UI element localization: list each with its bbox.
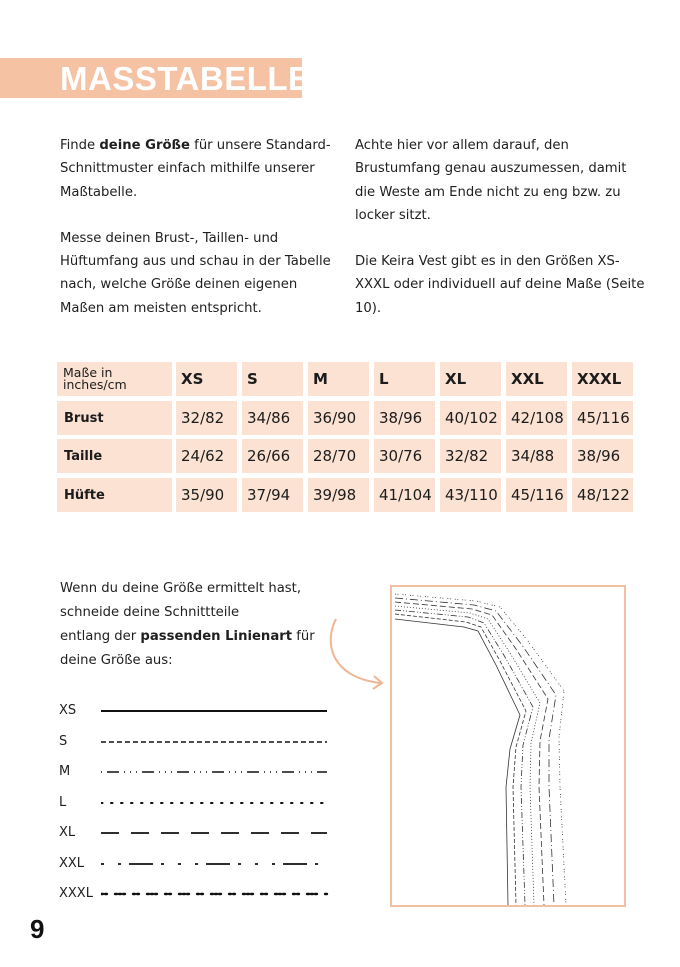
size-header-s: S [242,362,303,396]
legend-line-xl [101,828,331,838]
intro-left-column [60,134,335,343]
intro-paragraph-4: Die Keira Vest gibt es in den Größen XS-XXXL oder individuell auf deine Maße (Seite 10). [355,254,645,316]
table-cell: 34/88 [506,439,567,473]
table-cell: 38/96 [374,401,435,435]
legend-line-s [101,737,331,747]
pattern-outline-illustration [392,587,624,905]
table-cell: 34/86 [242,401,303,435]
legend-line-xxl [101,859,331,869]
legend-label-xxl: XXL [59,855,85,871]
intro-paragraph-1: Finde deine Größe für unsere Standard-Schnittmuster einfach mithilfe unserer Maßtabelle. [60,138,331,200]
table-cell: 39/98 [308,478,369,512]
row-label-huefte: Hüfte [57,478,172,512]
size-header-m: M [308,362,369,396]
table-cell: 28/70 [308,439,369,473]
legend-label-m: M [59,764,71,779]
legend-line-xs [101,706,331,716]
size-header-l: L [374,362,435,396]
size-header-xl: XL [440,362,501,396]
page-title: MASSTABELLE [60,60,311,97]
table-cell: 24/62 [176,439,237,473]
table-cell: 35/90 [176,478,237,512]
table-cell: 36/90 [308,401,369,435]
legend-label-xl: XL [59,825,76,840]
row-label-taille: Taille [57,439,172,473]
legend-line-l [101,798,331,808]
table-cell: 40/102 [440,401,501,435]
table-cell: 45/116 [506,478,567,512]
table-cell: 48/122 [572,478,633,512]
table-cell: 41/104 [374,478,435,512]
legend-label-s: S [59,733,68,749]
row-label-brust: Brust [57,401,172,435]
page-number: 9 [30,914,45,944]
table-corner-header: Maße in inches/cm [57,362,172,396]
legend-label-xxxl: XXXL [59,886,93,901]
table-cell: 30/76 [374,439,435,473]
table-cell: 32/82 [176,401,237,435]
legend-label-xs: XS [59,703,77,718]
intro-right-column [355,134,645,343]
legend-line-xxxl [101,889,331,899]
cut-instructions: Wenn du deine Größe ermittelt hast, schneide deine Schnittteile entlang der passenden Linienart für deine Größe aus: [60,581,315,668]
curved-arrow-icon [322,617,392,695]
table-cell: 42/108 [506,401,567,435]
legend-label-l: L [59,794,67,810]
table-cell: 26/66 [242,439,303,473]
size-header-xxl: XXL [506,362,567,396]
table-cell: 45/116 [572,401,633,435]
legend-line-m [101,767,331,777]
table-cell: 37/94 [242,478,303,512]
table-cell: 32/82 [440,439,501,473]
table-cell: 38/96 [572,439,633,473]
size-header-xxxl: XXXL [572,362,633,396]
intro-paragraph-2: Messe deinen Brust-, Taillen- und Hüftumfang aus und schau in der Tabelle nach, welche Größe deinen eigenen Maßen am meisten entspricht. [60,230,331,316]
intro-paragraph-3: Achte hier vor allem darauf, den Brustumfang genau auszumessen, damit die Weste am Ende nicht zu eng bzw. zu locker sitzt. [355,138,627,223]
pattern-preview-frame [390,585,626,907]
size-header-xs: XS [176,362,237,396]
table-cell: 43/110 [440,478,501,512]
